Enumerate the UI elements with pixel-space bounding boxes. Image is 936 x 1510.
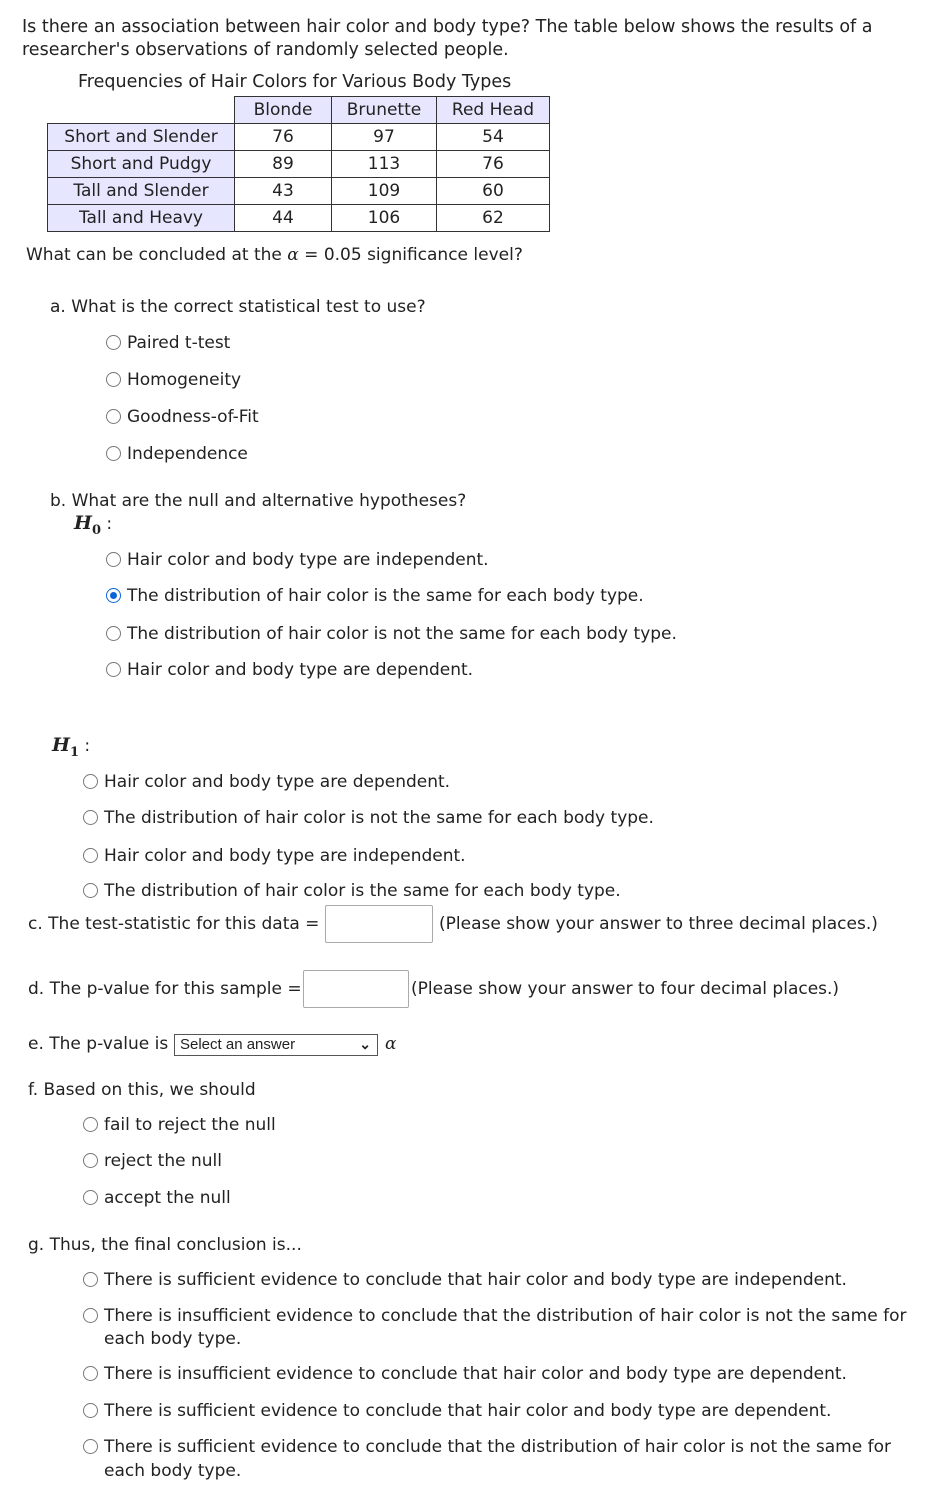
conclusion-option-2[interactable] bbox=[83, 1306, 906, 1326]
h1-symbol: $H_1$ bbox=[52, 734, 79, 760]
conclusion-option-2-continued: each body type. bbox=[104, 1329, 242, 1349]
radio-button[interactable] bbox=[83, 1117, 98, 1132]
select-value: Select an answer bbox=[180, 1036, 296, 1053]
h1-option-same-distribution[interactable] bbox=[83, 881, 621, 901]
option-label: accept the null bbox=[104, 1188, 231, 1208]
radio-button[interactable] bbox=[83, 1190, 98, 1205]
radio-button[interactable] bbox=[83, 1308, 98, 1323]
question-intro: Is there an association between hair color and body type? The table below shows the results of a researcher's observations of randomly selected people. bbox=[22, 17, 873, 60]
h1-option-not-same-distribution[interactable] bbox=[83, 808, 654, 828]
row-header: Tall and Heavy bbox=[48, 205, 235, 232]
h0-label bbox=[74, 512, 112, 538]
table-cell: 106 bbox=[332, 205, 437, 232]
alpha-symbol: α bbox=[385, 1034, 397, 1054]
option-label: Hair color and body type are independent. bbox=[104, 846, 466, 866]
table-cell: 76 bbox=[437, 151, 550, 178]
column-header: Brunette bbox=[332, 97, 437, 124]
table-corner-cell bbox=[48, 97, 235, 124]
radio-button[interactable] bbox=[106, 552, 121, 567]
radio-button[interactable] bbox=[83, 1153, 98, 1168]
test-option-goodness-of-fit[interactable] bbox=[106, 407, 259, 427]
option-label: Hair color and body type are dependent. bbox=[127, 660, 474, 680]
h0-option-dependent[interactable] bbox=[106, 660, 473, 680]
part-e-label: e. The p-value is bbox=[28, 1034, 169, 1054]
radio-button[interactable] bbox=[83, 848, 98, 863]
table-caption: Frequencies of Hair Colors for Various Body Types bbox=[78, 72, 512, 92]
option-label: Hair color and body type are dependent. bbox=[104, 772, 451, 792]
table-cell: 54 bbox=[437, 124, 550, 151]
table-cell: 43 bbox=[235, 178, 332, 205]
h0-option-independent[interactable] bbox=[106, 550, 489, 570]
p-value-comparison-select[interactable] bbox=[174, 1034, 378, 1056]
significance-question bbox=[26, 245, 523, 265]
radio-button[interactable] bbox=[83, 1403, 98, 1418]
table-cell: 62 bbox=[437, 205, 550, 232]
row-header: Short and Slender bbox=[48, 124, 235, 151]
decision-option-reject[interactable] bbox=[83, 1151, 222, 1171]
option-label: Goodness-of-Fit bbox=[127, 407, 259, 427]
test-statistic-input[interactable] bbox=[325, 905, 433, 943]
chevron-down-icon: ⌄ bbox=[359, 1036, 371, 1052]
part-d-hint: (Please show your answer to four decimal places.) bbox=[411, 979, 840, 999]
table-cell: 76 bbox=[235, 124, 332, 151]
radio-button[interactable] bbox=[83, 810, 98, 825]
option-label: Paired t-test bbox=[127, 333, 231, 353]
option-label: The distribution of hair color is the same for each body type. bbox=[104, 881, 621, 901]
h0-symbol: $H_0$ bbox=[74, 512, 101, 538]
column-header: Red Head bbox=[437, 97, 550, 124]
radio-button[interactable] bbox=[106, 409, 121, 424]
option-label: reject the null bbox=[104, 1151, 222, 1171]
h1-label bbox=[52, 734, 90, 760]
p-value-input[interactable] bbox=[303, 970, 409, 1008]
option-label: Homogeneity bbox=[127, 370, 242, 390]
radio-button[interactable] bbox=[83, 1439, 98, 1454]
h0-colon: : bbox=[106, 514, 113, 534]
option-label: The distribution of hair color is the same for each body type. bbox=[127, 586, 644, 606]
conclusion-option-5-continued: each body type. bbox=[104, 1461, 242, 1481]
radio-button[interactable] bbox=[83, 1366, 98, 1381]
radio-button[interactable] bbox=[106, 446, 121, 461]
decision-option-accept[interactable] bbox=[83, 1188, 231, 1208]
radio-button[interactable] bbox=[106, 662, 121, 677]
radio-button-selected[interactable] bbox=[106, 588, 121, 603]
decision-option-fail-to-reject[interactable] bbox=[83, 1115, 276, 1135]
row-header: Tall and Slender bbox=[48, 178, 235, 205]
radio-button[interactable] bbox=[83, 1272, 98, 1287]
part-c-label: c. The test-statistic for this data = bbox=[28, 914, 320, 934]
conclusion-option-3[interactable] bbox=[83, 1364, 847, 1384]
h0-option-same-distribution[interactable] bbox=[106, 586, 644, 606]
part-b-label: b. What are the null and alternative hypotheses? bbox=[50, 491, 467, 511]
test-option-independence[interactable] bbox=[106, 444, 248, 464]
table-row bbox=[48, 178, 550, 205]
significance-prefix: What can be concluded at the bbox=[26, 245, 282, 265]
option-label: Hair color and body type are independent. bbox=[127, 550, 489, 570]
test-option-homogeneity[interactable] bbox=[106, 370, 241, 390]
radio-button[interactable] bbox=[106, 372, 121, 387]
part-a-label: a. What is the correct statistical test to use? bbox=[50, 297, 426, 317]
option-label: There is insufficient evidence to conclude that the distribution of hair color is not the same for bbox=[104, 1306, 907, 1326]
radio-button[interactable] bbox=[83, 883, 98, 898]
table-cell: 113 bbox=[332, 151, 437, 178]
table-cell: 89 bbox=[235, 151, 332, 178]
option-label: The distribution of hair color is not the same for each body type. bbox=[127, 624, 677, 644]
option-label: There is insufficient evidence to conclude that hair color and body type are dependent. bbox=[104, 1364, 847, 1384]
table-row bbox=[48, 151, 550, 178]
h1-colon: : bbox=[84, 736, 91, 756]
frequency-table bbox=[47, 96, 550, 232]
option-label: The distribution of hair color is not the same for each body type. bbox=[104, 808, 654, 828]
table-cell: 109 bbox=[332, 178, 437, 205]
table-cell: 97 bbox=[332, 124, 437, 151]
conclusion-option-1[interactable] bbox=[83, 1270, 847, 1290]
part-g-label: g. Thus, the final conclusion is... bbox=[28, 1235, 302, 1255]
table-header-row bbox=[48, 97, 550, 124]
table-cell: 60 bbox=[437, 178, 550, 205]
test-option-paired-t[interactable] bbox=[106, 333, 230, 353]
h1-option-dependent[interactable] bbox=[83, 772, 450, 792]
part-c-hint: (Please show your answer to three decimal places.) bbox=[439, 914, 878, 934]
table-row bbox=[48, 124, 550, 151]
row-header: Short and Pudgy bbox=[48, 151, 235, 178]
h0-option-not-same-distribution[interactable] bbox=[106, 624, 677, 644]
option-label: There is sufficient evidence to conclude that the distribution of hair color is not the same for bbox=[104, 1437, 891, 1457]
alpha-symbol: α bbox=[287, 245, 299, 265]
option-label: Independence bbox=[127, 444, 248, 464]
conclusion-option-5[interactable] bbox=[83, 1437, 891, 1457]
table-cell: 44 bbox=[235, 205, 332, 232]
radio-button[interactable] bbox=[106, 626, 121, 641]
option-label: fail to reject the null bbox=[104, 1115, 276, 1135]
significance-suffix: = 0.05 significance level? bbox=[304, 245, 523, 265]
h1-option-independent[interactable] bbox=[83, 846, 466, 866]
option-label: There is sufficient evidence to conclude that hair color and body type are dependent. bbox=[104, 1401, 832, 1421]
part-f-label: f. Based on this, we should bbox=[28, 1080, 256, 1100]
conclusion-option-4[interactable] bbox=[83, 1401, 831, 1421]
part-d-label: d. The p-value for this sample = bbox=[28, 979, 302, 999]
column-header: Blonde bbox=[235, 97, 332, 124]
table-row bbox=[48, 205, 550, 232]
radio-button[interactable] bbox=[106, 335, 121, 350]
radio-button[interactable] bbox=[83, 774, 98, 789]
option-label: There is sufficient evidence to conclude that hair color and body type are independent. bbox=[104, 1270, 847, 1290]
